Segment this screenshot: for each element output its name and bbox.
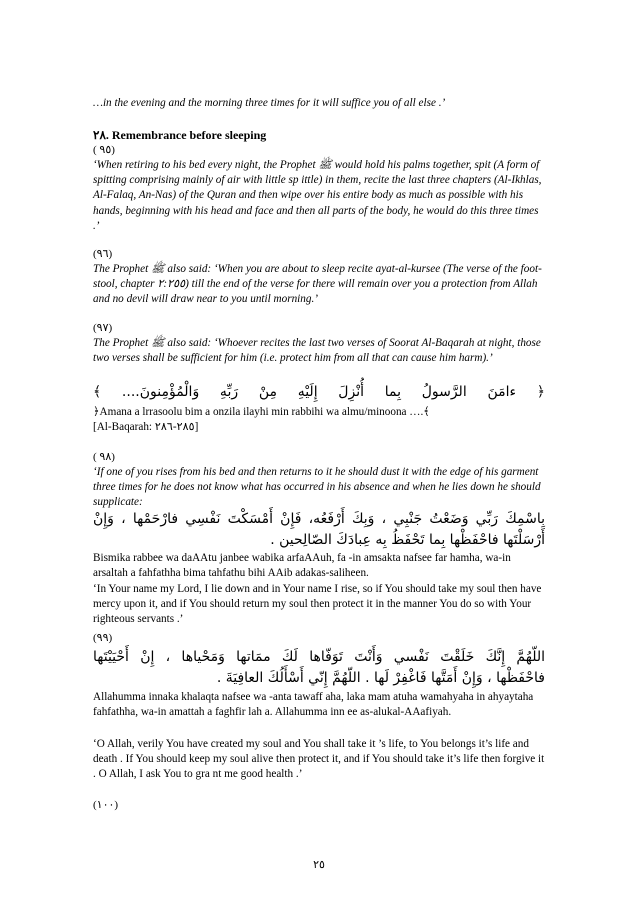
hadith-98-arabic-line-2: أَرْسَلْتَها فاحْفَظْها بِما تَحْفَظُ بِه عِبادَكَ الصّالِحين . xyxy=(270,532,545,548)
hadith-99-transliteration: Allahumma innaka khalaqta nafsee wa -anta tawaff aha, laka mam atuha wamahyaha in ahyaytaha fahfathha, wa-in amattah a faghfir lah a. Allahumma inn ee as-alukal-AAafiyah. xyxy=(93,691,534,719)
hadith-98-transliteration: Bismika rabbee wa daAAtu janbee wabika arfaAAuh, fa -in amsakta nafsee far hamha, wa-in arsaltah a fahfathha bima tahfathu bihi AAib adakas-saliheen. xyxy=(93,552,511,580)
hadith-95-number: ( ٩٥) xyxy=(93,144,115,156)
hadith-98-number: ( ٩٨) xyxy=(93,451,115,463)
hadith-95-text: ‘When retiring to his bed every night, the Prophet ﷺ would hold his palms together, spit (A form of spitting comprising mainly of air with little sp ittle) in them, recite the last three chapters (Al-Ikhlas, Al-Falaq, An-Nas) of the Quran and then wipe over his entire body as much as possible with his hands, beginning with his head and face and then all parts of the body, he would do this three times .’ xyxy=(93,159,542,232)
section-title: . Remembrance before sleeping xyxy=(105,128,267,142)
hadith-99-number: (٩٩) xyxy=(93,632,113,644)
hadith-97-arabic: ﴿ ءامَنَ الرَّسولُ بِما أُنْزِلَ إِلَيْهِ مِنْ رَبِّهِ وَالْمُؤْمِنونَ.... ﴾ xyxy=(93,384,545,400)
hadith-99-arabic-line-1: اللّهُمَّ إِنَّكَ خَلَقْتَ نَفْسي وَأَنْتَ تَوَفّاها لَكَ ممَاتها وَمَحْياها ، إِنْ أَحْيَيْتَها xyxy=(93,649,545,665)
hadith-97-text: The Prophet ﷺ also said: ‘Whoever recites the last two verses of Soorat Al-Baqarah at night, those two verses shall be sufficient for him (i.e. protect him from all that can cause him harm).’ xyxy=(93,337,541,365)
hadith-96-text: The Prophet ﷺ also said: ‘When you are about to sleep recite ayat-al-kursee (The verse of the foot-stool, chapter ٢:٢٥٥) till the end of the verse for there will remain over you a protection from Allah and no devil will draw near to you until morning.’ xyxy=(93,263,542,306)
section-number: ٢٨ xyxy=(93,128,106,142)
hadith-98-arabic-line-1: بِاسْمِكَ رَبِّي وَضَعْتُ جَنْبِي ، وَبِكَ أَرْفَعُه، فَإِنْ أَمْسَكْتَ نَفْسِي فارْحَمْها ، وَإِنْ xyxy=(93,511,545,527)
hadith-98-text: ‘If one of you rises from his bed and then returns to it he should dust it with the edge of his garment three times for he does not know what has occurred in his absence and when he lies down he should supplicate: xyxy=(93,466,541,509)
hadith-97-reference: [Al-Baqarah: ٢٨٥-٢٨٦] xyxy=(93,421,199,433)
hadith-99-english: ‘O Allah, verily You have created my soul and You shall take it ’s life, to You belongs it’s life and death . If You should keep my soul alive then protect it, and if You should take it’s life then forgive it . O Allah, I ask You to gra nt me good health .’ xyxy=(93,738,545,781)
hadith-99-arabic-line-2: فاحْفَظْها ، وَإِنْ أَمَتَّها فَاغْفِرْ لَها . اللّهُمَّ إِنّي أَسْأَلُكَ العافِيَةَ . xyxy=(216,670,545,686)
hadith-96-number: (٩٦) xyxy=(93,248,113,260)
hadith-97-transliteration: ﴿Amana a lrrasoolu bim a onzila ilayhi min rabbihi wa almu/minoona ….﴾ xyxy=(93,406,430,418)
section-heading xyxy=(93,128,545,143)
hadith-100-number: (١٠٠) xyxy=(93,799,119,811)
hadith-98-english: ‘In Your name my Lord, I lie down and in Your name I rise, so if You should take my soul then have mercy upon it, and if You should return my soul then protect it in the manner You do so with Your righteous servants .’ xyxy=(93,583,542,626)
intro-line: …in the evening and the morning three times for it will suffice you of all else .’ xyxy=(93,97,446,109)
hadith-97-number: (٩٧) xyxy=(93,322,113,334)
page-number: ٢٥ xyxy=(313,859,325,871)
